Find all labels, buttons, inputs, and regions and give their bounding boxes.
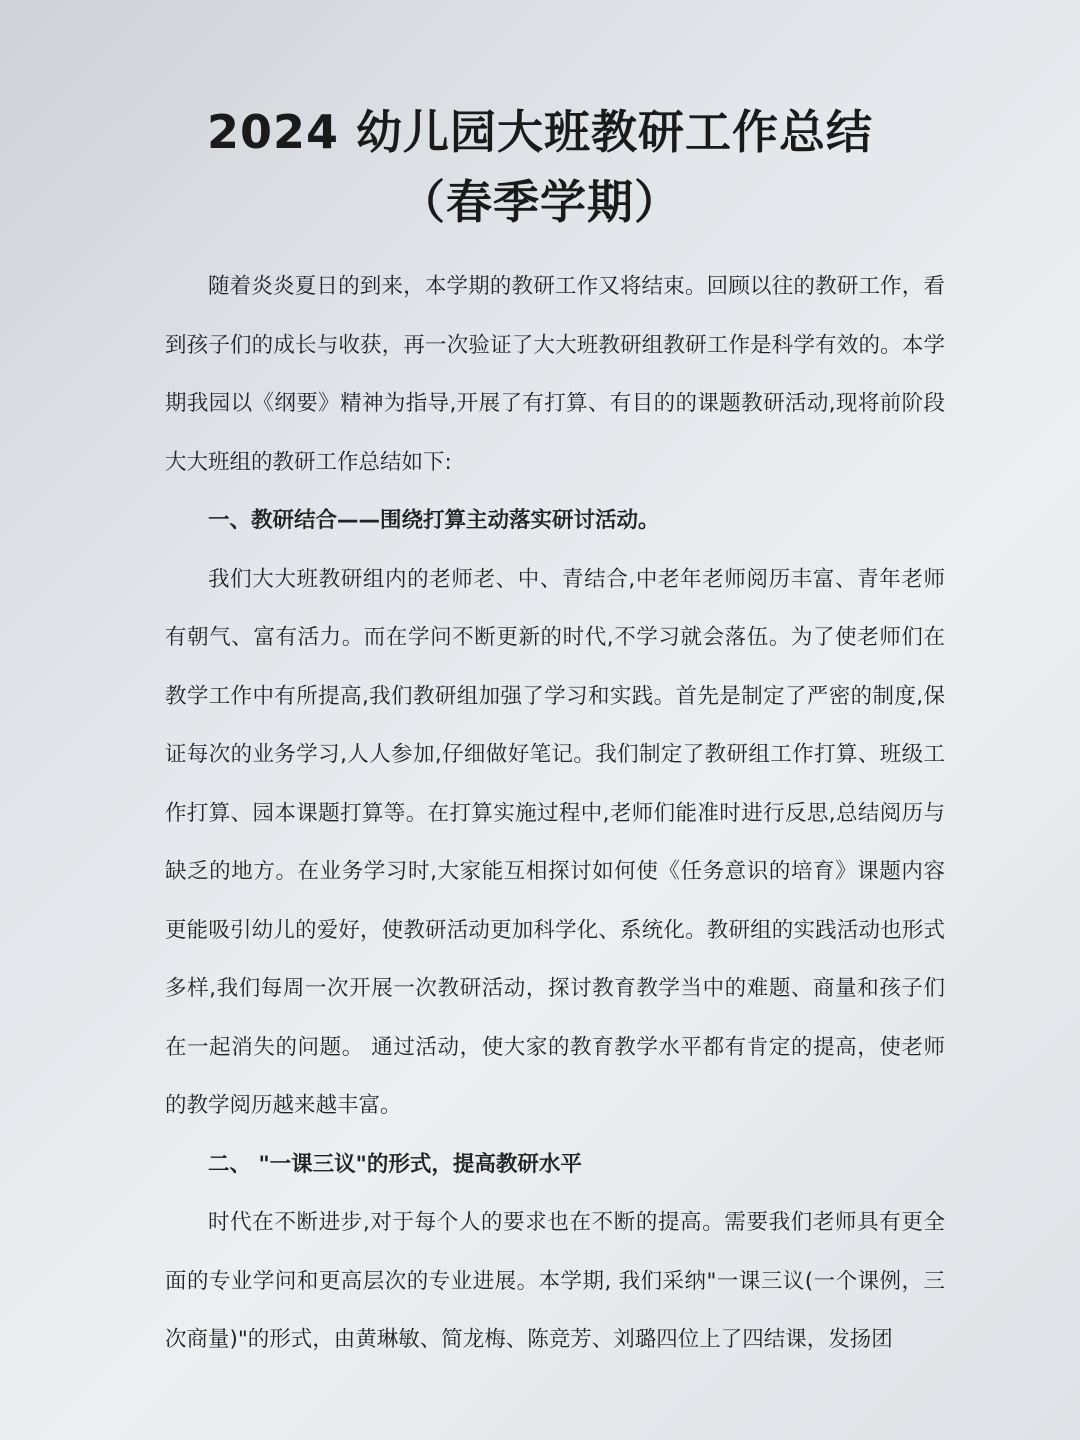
intro-paragraph: 随着炎炎夏日的到来，本学期的教研工作又将结束。回顾以往的教研工作，看到孩子们的成长与收获，再一次验证了大大班教研组教研工作是科学有效的。本学期我园以《纲要》精神为指导,开展了有打算、有目的的课题教研活动,现将前阶段大大班组的教研工作总结如下: <box>165 274 945 475</box>
document-subtitle: （春季学期） <box>399 175 681 229</box>
document-body <box>165 258 945 1370</box>
section-2-heading: 二、 "一课三议"的形式，提高教研水平 <box>208 1151 582 1177</box>
section-2-paragraph: 时代在不断进步,对于每个人的要求也在不断的提高。需要我们老师具有更全面的专业学问和更高层次的专业进展。本学期, 我们采纳"一课三议(一个课例，三次商量)"的形式，由黄琳敏、简龙梅、陈竞芳、刘璐四位上了四结课，发扬团 <box>165 1210 945 1352</box>
document-title: 2024 幼儿园大班教研工作总结 <box>206 105 874 159</box>
section-1-heading: 一、教研结合——围绕打算主动落实研讨活动。 <box>208 508 660 533</box>
section-1-paragraph: 我们大大班教研组内的老师老、中、青结合,中老年老师阅历丰富、青年老师有朝气、富有活力。而在学问不断更新的时代,不学习就会落伍。为了使老师们在教学工作中有所提高,我们教研组加强了学习和实践。首先是制定了严密的制度,保证每次的业务学习,人人参加,仔细做好笔记。我们制定了教研组工作打算、班级工作打算、园本课题打算等。在打算实施过程中,老师们能准时进行反思,总结阅历与缺乏的地方。在业务学习时,大家能互相探讨如何使《任务意识的培育》课题内容更能吸引幼儿的爱好，使教研活动更加科学化、系统化。教研组的实践活动也形式多样,我们每周一次开展一次教研活动，探讨教育教学当中的难题、商量和孩子们在一起消失的问题。 通过活动，使大家的教育教学水平都有肯定的提高，使老师的教学阅历越来越丰富。 <box>165 566 945 1118</box>
